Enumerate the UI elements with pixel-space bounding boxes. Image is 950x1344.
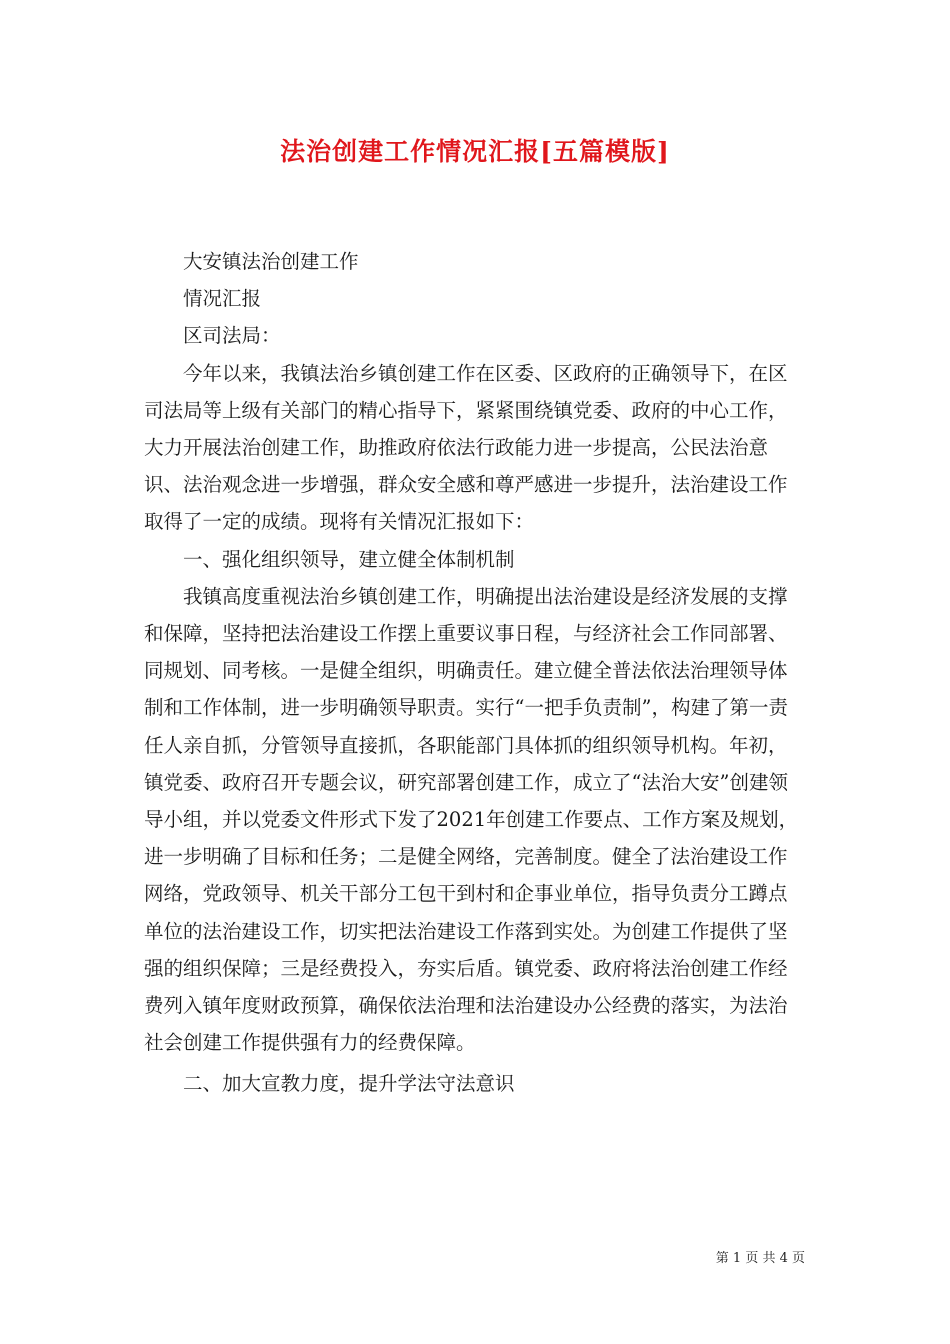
section2-heading: 二、加大宣教力度，提升学法守法意识 (183, 1072, 515, 1096)
page-footer: 第 1 页 共 4 页 (715, 1251, 805, 1266)
section1-paragraph: 我镇高度重视法治乡镇创建工作，明确提出法治建设是经济发展的支撑和保障，坚持把法治建设工作摆上重要议事日程，与经济社会工作同部署、同规划、同考核。一是健全组织，明确责任。建立健全普法依法治理领导体制和工作体制，进一步明确领导职责。实行“一把手负责制”，构建了第一责任人亲自抓，分管领导直接抓，各职能部门具体抓的组织领导机构。年初，镇党委、政府召开专题会议，研究部署创建工作，成立了“法治大安”创建领导小组，并以党委文件形式下发了2021年创建工作要点、工作方案及规划，进一步明确了目标和任务；二是健全网络，完善制度。健全了法治建设工作网络，党政领导、机关干部分工包干到村和企事业单位，指导负责分工蹲点单位的法治建设工作，切实把法治建设工作落到实处。为创建工作提供了坚强的组织保障；三是经费投入，夯实后盾。镇党委、政府将法治创建工作经费列入镇年度财政预算，确保依法治理和法治建设办公经费的落实，为法治社会创建工作提供强有力的经费保障。 (144, 584, 799, 1055)
section1-heading: 一、强化组织领导，建立健全体制机制 (183, 547, 515, 571)
heading-line-1: 大安镇法治创建工作 (183, 250, 359, 273)
salutation: 区司法局： (183, 324, 281, 348)
heading-line-2: 情况汇报 (183, 287, 262, 311)
intro-paragraph: 今年以来，我镇法治乡镇创建工作在区委、区政府的正确领导下，在区司法局等上级有关部门的精心指导下，紧紧围绕镇党委、政府的中心工作，大力开展法治创建工作，助推政府依法行政能力进一步提高，公民法治意识、法治观念进一步增强，群众安全感和尊严感进一步提升，法治建设工作取得了一定的成绩。现将有关情况汇报如下： (144, 361, 788, 534)
document-title: 法治创建工作情况汇报[五篇模版] (280, 137, 670, 166)
document-body (144, 243, 806, 1103)
